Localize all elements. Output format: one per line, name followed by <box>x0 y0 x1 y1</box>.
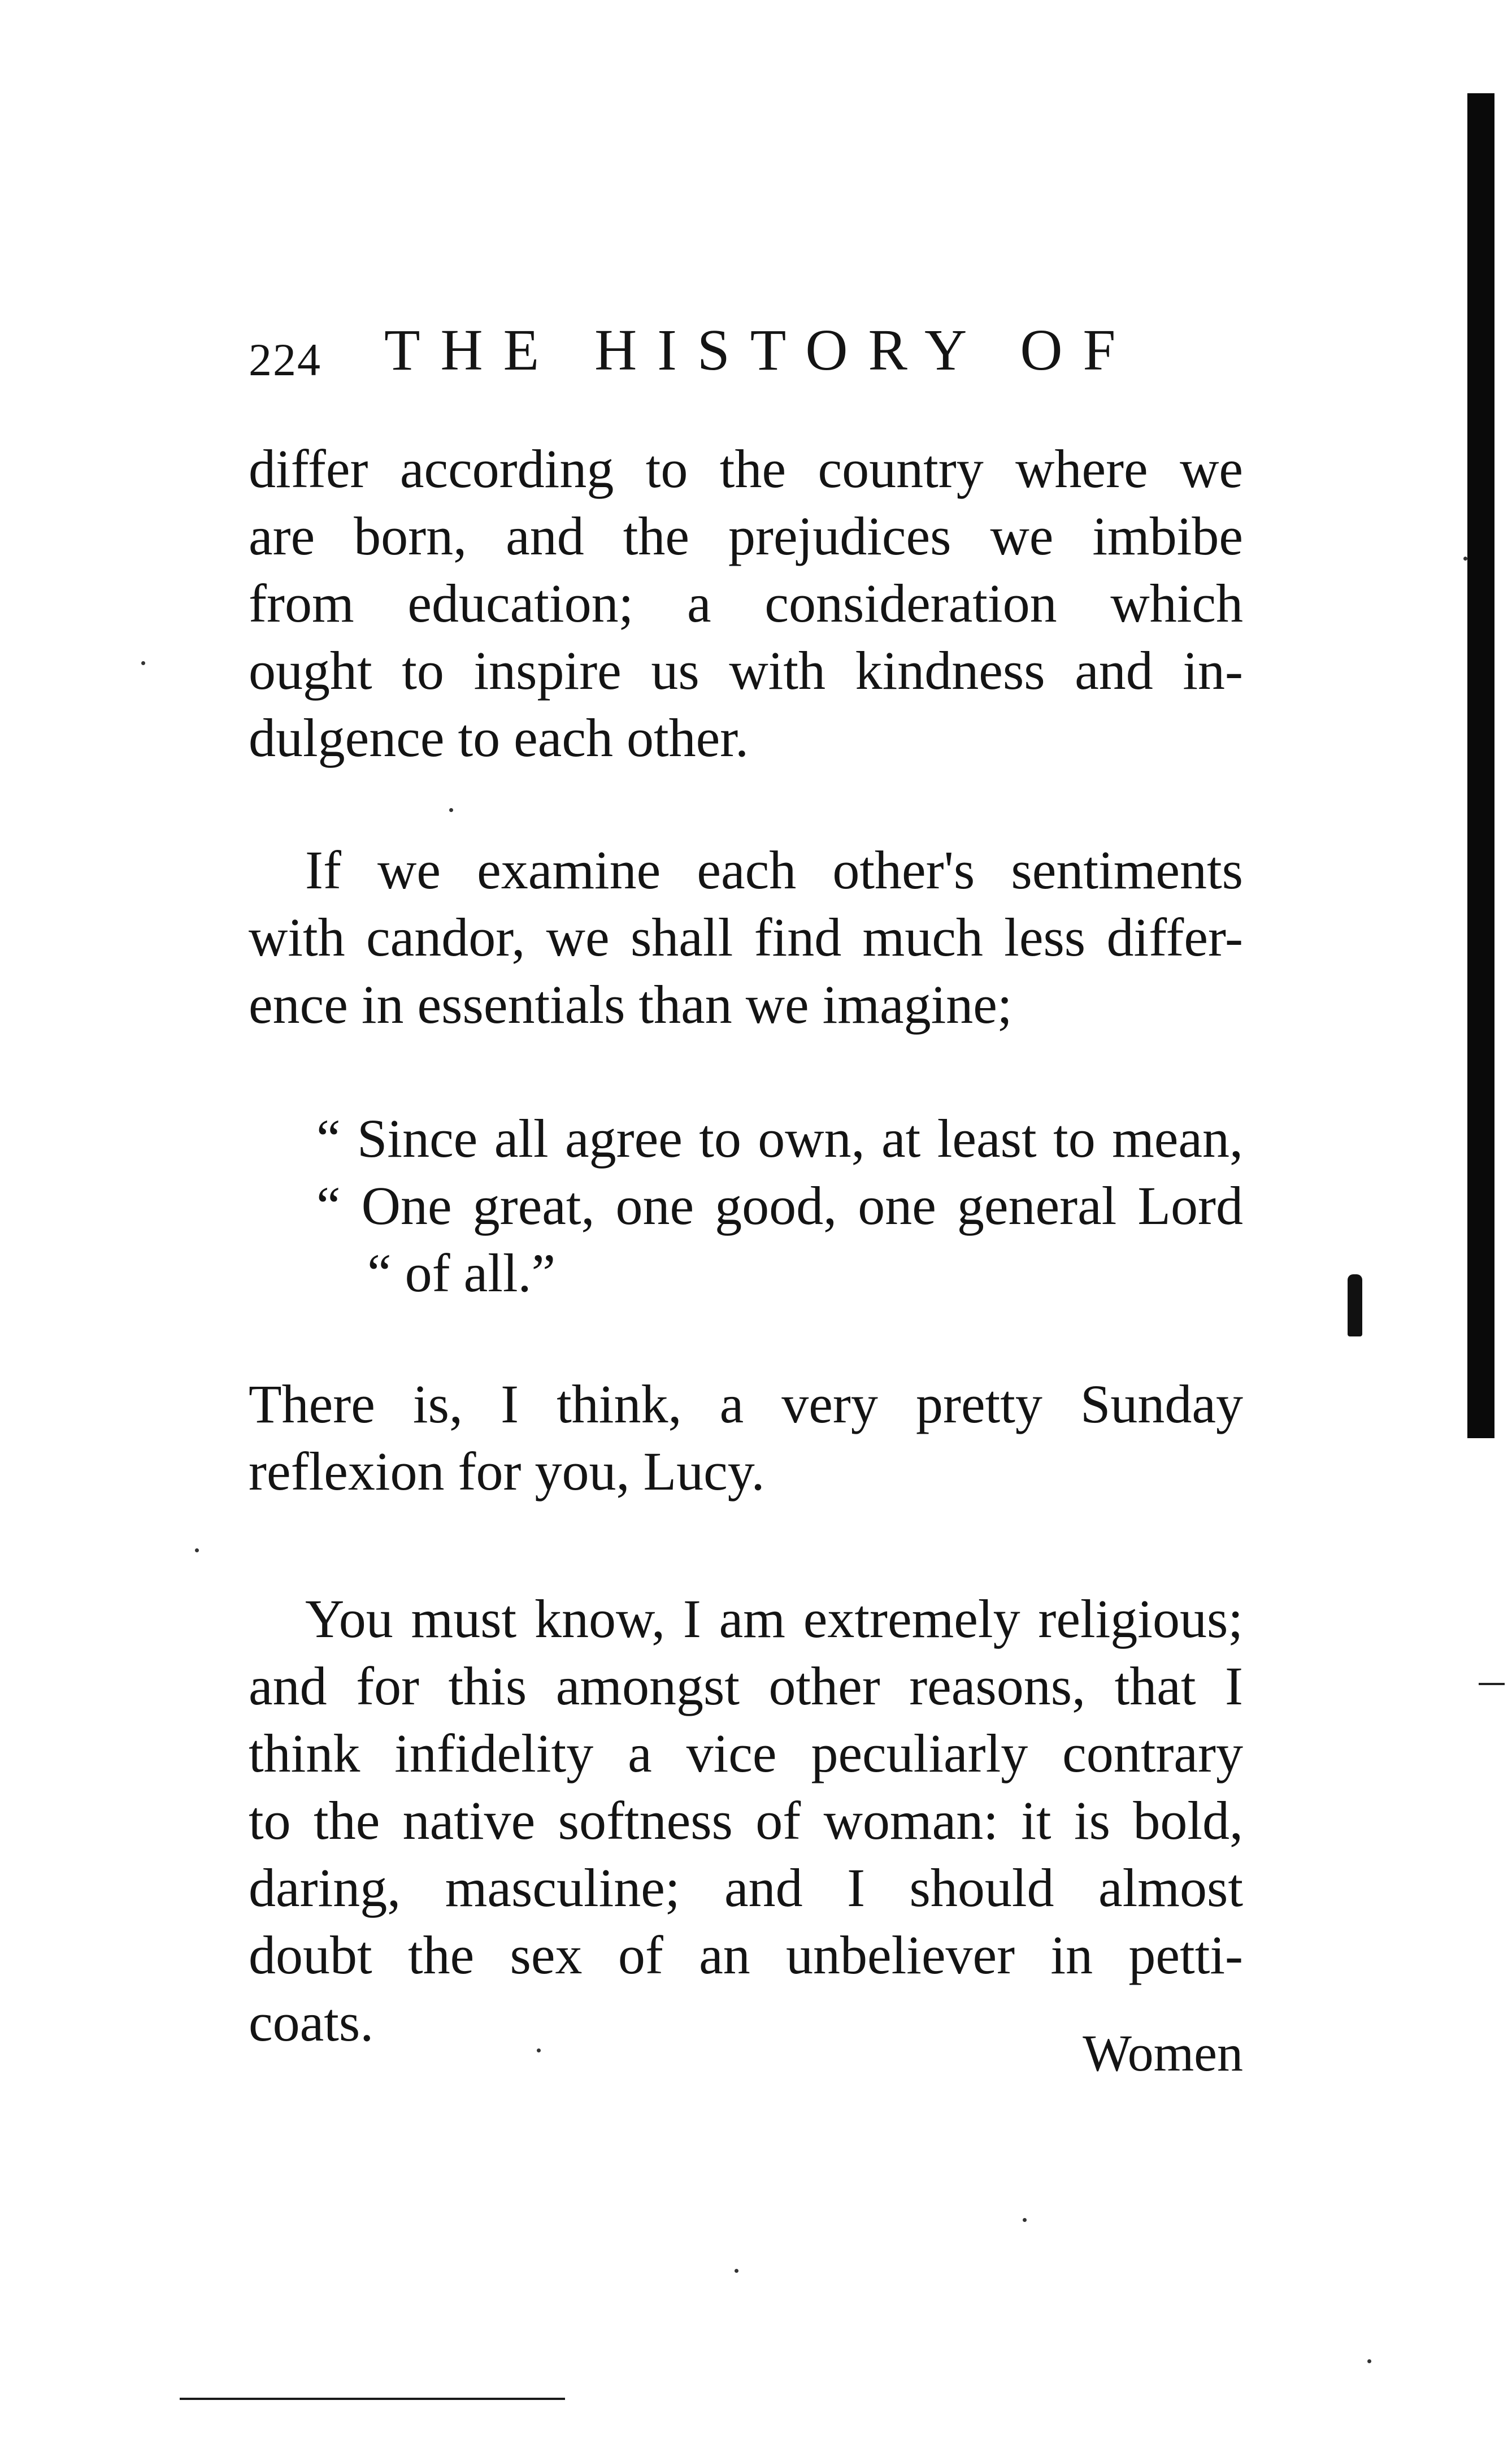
text-line: from education; a consideration which <box>249 573 1243 633</box>
verse-line: “ One great, one good, one general Lord <box>316 1175 1243 1236</box>
bottom-rule <box>180 2398 565 2400</box>
ink-speck <box>1367 2359 1371 2363</box>
margin-dash <box>1479 1683 1505 1685</box>
ink-speck <box>449 808 453 812</box>
text-line: reflexion for you, Lucy. <box>249 1441 765 1501</box>
ink-speck <box>141 661 145 665</box>
text-line: coats. <box>249 1992 374 2052</box>
ink-speck <box>195 1548 199 1552</box>
verse-line: “ of all.” <box>367 1243 556 1303</box>
running-title: THE HISTORY OF <box>384 318 1136 383</box>
text-line: ought to inspire us with kindness and in- <box>249 640 1243 701</box>
verse-quotation <box>316 1105 1243 1307</box>
text-line: doubt the sex of an unbeliever in petti- <box>249 1925 1243 1985</box>
paragraph-1 <box>249 435 1243 771</box>
ink-speck <box>735 2269 738 2273</box>
verse-line: “ Since all agree to own, at least to mean, <box>316 1108 1243 1169</box>
text-line: with candor, we shall find much less differ- <box>249 907 1243 967</box>
paragraph-2 <box>249 836 1243 1038</box>
page-number: 224 <box>249 334 321 385</box>
ink-speck <box>1023 2218 1027 2222</box>
text-line: think infidelity a vice peculiarly contrary <box>249 1723 1243 1783</box>
page-edge-mark <box>1348 1274 1362 1336</box>
text-line: You must know, I am extremely religious; <box>305 1588 1243 1649</box>
text-line: differ according to the country where we <box>249 439 1243 499</box>
text-line: ence in essentials than we imagine; <box>249 974 1013 1035</box>
ink-speck <box>1463 557 1467 561</box>
text-line: to the native softness of woman: it is bold, <box>249 1790 1243 1851</box>
text-line: are born, and the prejudices we imbibe <box>249 506 1243 566</box>
text-line: dulgence to each other. <box>249 708 749 768</box>
text-line: and for this amongst other reasons, that I <box>249 1656 1243 1716</box>
paragraph-4 <box>249 1585 1243 2056</box>
page-edge-shadow <box>1467 93 1494 1438</box>
text-line: If we examine each other's sentiments <box>305 840 1243 900</box>
text-line: There is, I think, a very pretty Sunday <box>249 1374 1243 1434</box>
paragraph-3 <box>249 1370 1243 1505</box>
running-header <box>249 316 1243 390</box>
catchword: Women <box>1083 2024 1243 2082</box>
text-line: daring, masculine; and I should almost <box>249 1857 1243 1918</box>
ink-speck <box>537 2048 541 2052</box>
